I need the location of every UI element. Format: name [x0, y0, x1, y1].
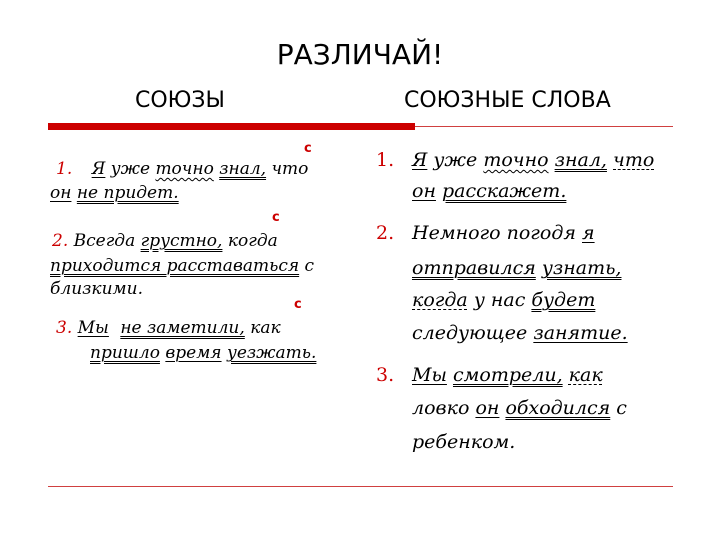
left-item-2-line-1 [52, 231, 278, 251]
left-item-3-line-1 [56, 318, 281, 338]
left-item-2-line-3 [50, 279, 143, 299]
right-item-3-line-2 [412, 398, 627, 418]
word: ребенком. [412, 431, 516, 453]
subject-word: Мы [77, 318, 109, 338]
word: Всегда [73, 231, 136, 251]
word: уже [110, 159, 151, 179]
word: близкими. [50, 279, 143, 299]
subject-word: он [412, 180, 436, 202]
predicate-word: знал, [554, 149, 607, 171]
word: Немного [412, 222, 501, 244]
header-conjunctions: СОЮЗЫ [135, 88, 225, 113]
subject-word: я [582, 222, 595, 244]
left-item-2-line-2 [50, 256, 314, 276]
adverbial-word: точно [483, 149, 549, 171]
predicate-word: будет [531, 289, 596, 311]
adverbial-word: точно [155, 159, 214, 179]
word: ловко [412, 397, 470, 419]
left-item-3-line-2 [90, 343, 316, 363]
predicate-word: грустно, [140, 231, 223, 251]
red-divider-thin [415, 126, 673, 127]
predicate-word: знал, [219, 159, 267, 179]
word: с [304, 256, 315, 276]
word: с [616, 397, 627, 419]
adverbial-word: как [568, 364, 603, 386]
predicate-word: уезжать. [226, 343, 317, 363]
subject-word: он [475, 397, 500, 419]
left-item-1-line-1 [56, 159, 308, 179]
predicate-word: приходится расставаться [50, 256, 300, 276]
conjunction-word: когда [227, 231, 278, 251]
item-number: 1. [56, 159, 73, 179]
subject-word: время [165, 343, 222, 363]
right-item-3-line-3 [412, 432, 515, 452]
word: следующее [412, 322, 528, 344]
adverbial-word: когда [412, 289, 468, 311]
item-number: 3. [376, 364, 395, 386]
subject-word: Мы [412, 364, 447, 386]
right-item-2-line-4 [412, 323, 628, 343]
item-number: 2. [376, 222, 395, 244]
predicate-word: расскажет. [442, 180, 567, 202]
item-number: 3. [56, 318, 73, 338]
predicate-word: смотрели, [452, 364, 563, 386]
predicate-word: отправился [412, 257, 536, 279]
predicate-word: пришло [90, 343, 160, 363]
c-mark: с [294, 297, 302, 312]
predicate-word: узнать, [541, 257, 622, 279]
word: погодя [506, 222, 576, 244]
item-number: 1. [376, 149, 395, 171]
item-number: 2. [52, 231, 69, 251]
subject-word: он [50, 183, 72, 203]
subject-word: Я [412, 149, 428, 171]
right-item-1-line-1 [412, 150, 654, 170]
right-item-2-line-1 [412, 223, 595, 243]
header-conjunctive-words: СОЮЗНЫЕ СЛОВА [404, 88, 611, 113]
right-item-2-line-3 [412, 290, 595, 310]
slide-title: РАЗЛИЧАЙ! [276, 38, 444, 71]
word: уже [433, 149, 478, 171]
subject-word: занятие. [533, 322, 628, 344]
predicate-word: не придет. [76, 183, 179, 203]
red-divider-thick [48, 123, 415, 130]
bottom-divider [48, 486, 673, 487]
c-mark: с [304, 141, 312, 156]
word: нас [490, 289, 526, 311]
right-item-1-line-2 [412, 181, 566, 201]
predicate-word: не заметили, [120, 318, 245, 338]
predicate-word: обходился [505, 397, 611, 419]
c-mark: с [272, 210, 280, 225]
conjunction-word: что [271, 159, 309, 179]
word: у [473, 289, 485, 311]
right-item-2-line-2 [412, 258, 621, 278]
right-item-3-line-1 [412, 365, 603, 385]
left-item-1-line-2 [50, 183, 179, 203]
conjunction-word: как [250, 318, 281, 338]
object-word: что [613, 149, 655, 171]
subject-word: Я [91, 159, 106, 179]
